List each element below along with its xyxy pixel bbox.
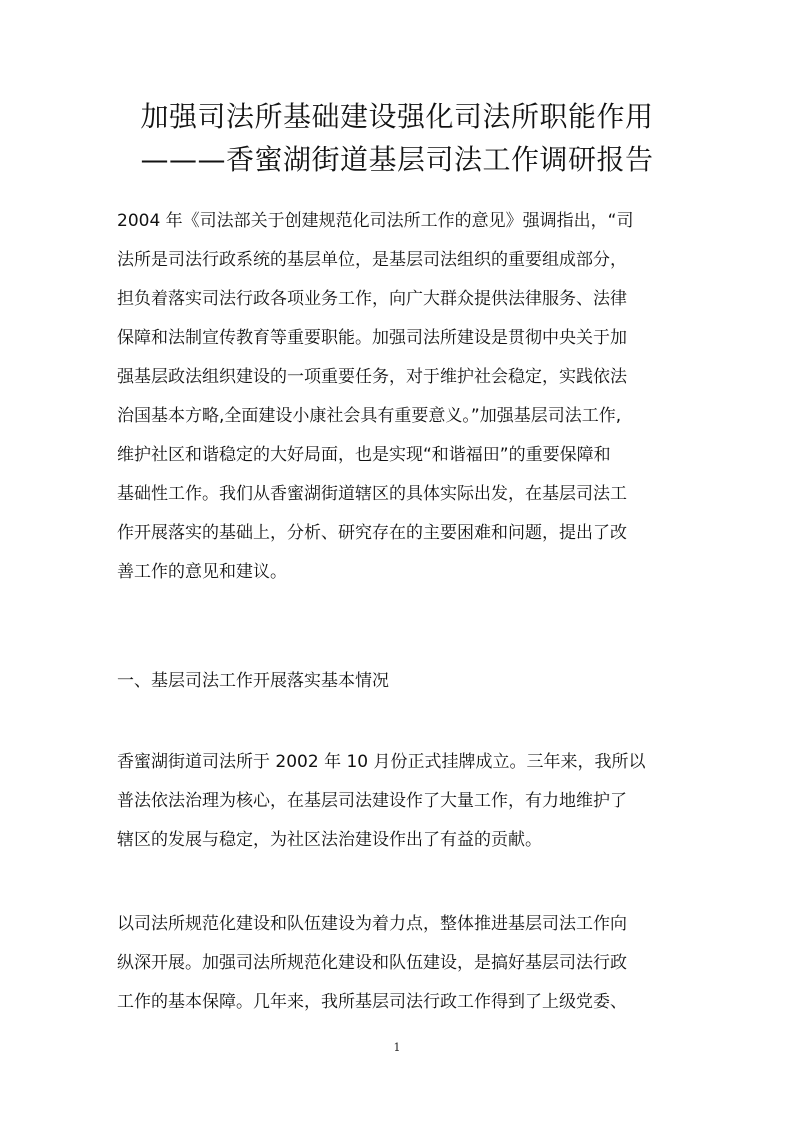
text-line: 以司法所规范化建设和队伍建设为着力点，整体推进基层司法工作向 <box>117 914 627 934</box>
text-line: 善工作的意见和建议。 <box>117 562 287 582</box>
section-heading-text: 一、基层司法工作开展落实基本情况 <box>117 671 389 691</box>
section-heading <box>117 662 683 701</box>
text-line: 保障和法制宣传教育等重要职能。加强司法所建设是贯彻中央关于加 <box>117 328 627 348</box>
document-title-line-1: 加强司法所基础建设强化司法所职能作用 <box>140 100 654 133</box>
text-line: 辖区的发展与稳定，为社区法治建设作出了有益的贡献。 <box>117 830 542 850</box>
text-line: 工作的基本保障。几年来，我所基层司法行政工作得到了上级党委、 <box>117 992 627 1012</box>
text-line: 作开展落实的基础上，分析、研究存在的主要困难和问题，提出了改 <box>117 523 627 543</box>
text-line: 维护社区和谐稳定的大好局面，也是实现“和谐福田”的重要保障和 <box>117 445 611 465</box>
paragraph-standardization <box>117 905 683 1022</box>
text-line: 法所是司法行政系统的基层单位，是基层司法组织的重要组成部分， <box>117 250 627 270</box>
text-line: 纵深开展。加强司法所规范化建设和队伍建设，是搞好基层司法行政 <box>117 953 627 973</box>
text-line: 治国基本方略,全面建设小康社会具有重要意义。”加强基层司法工作, <box>117 406 622 426</box>
paragraph-intro <box>117 202 683 592</box>
page-number: 1 <box>393 1041 401 1054</box>
text-line: 基础性工作。我们从香蜜湖街道辖区的具体实际出发，在基层司法工 <box>117 484 627 504</box>
text-line: 普法依法治理为核心，在基层司法建设作了大量工作，有力地维护了 <box>117 791 627 811</box>
text-line: 强基层政法组织建设的一项重要任务，对于维护社会稳定，实践依法 <box>117 367 627 387</box>
paragraph-overview <box>117 743 683 860</box>
text-line: 香蜜湖街道司法所于 2002 年 10 月份正式挂牌成立。三年来，我所以 <box>117 752 646 772</box>
text-line: 担负着落实司法行政各项业务工作，向广大群众提供法律服务、法律 <box>117 289 627 309</box>
document-title-line-2: ———香蜜湖街道基层司法工作调研报告 <box>140 143 654 176</box>
text-line: 2004 年《司法部关于创建规范化司法所工作的意见》强调指出，“司 <box>117 211 634 231</box>
